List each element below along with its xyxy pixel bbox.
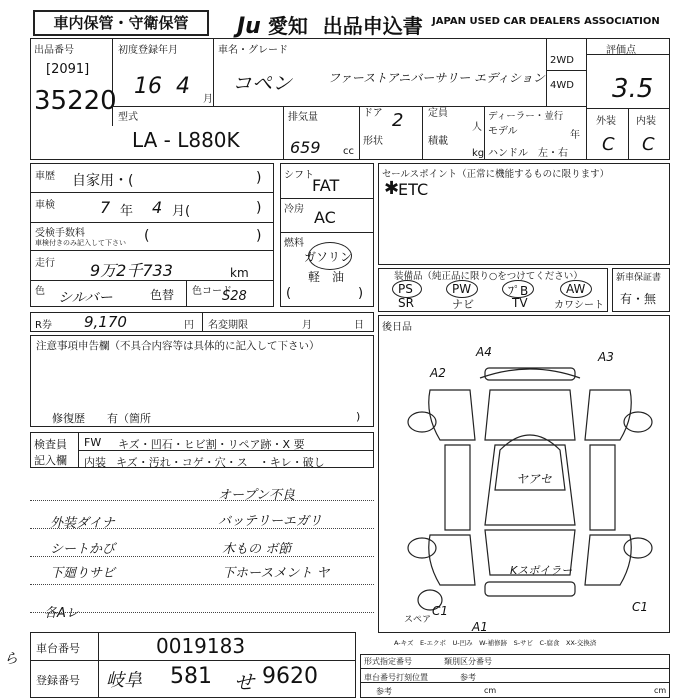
interior-score: C bbox=[642, 134, 655, 155]
ju-logo-mark: Ju bbox=[237, 14, 261, 39]
lot-sub-number: [2091] bbox=[46, 62, 90, 77]
mark-a4: A4 bbox=[476, 345, 492, 359]
mark-roof: ヤアセ bbox=[516, 472, 552, 486]
load-label: 積載 bbox=[428, 136, 448, 147]
capacity-label: 定員 bbox=[428, 108, 448, 119]
plate-class: 581 bbox=[170, 664, 212, 689]
equipment-ab: ﾌﾟB bbox=[508, 284, 529, 298]
equipment-pw: PW bbox=[452, 282, 472, 296]
first-registration-label: 初度登録年月 bbox=[118, 45, 178, 56]
receipt-close: ) bbox=[256, 228, 262, 244]
inspection-close: ) bbox=[256, 200, 262, 216]
association-name: JAPAN USED CAR DEALERS ASSOCIATION bbox=[432, 16, 660, 27]
repair-history-close: ) bbox=[356, 410, 361, 423]
color-label: 色 bbox=[35, 286, 45, 297]
inspection-year: 7 bbox=[100, 198, 111, 217]
form-title: 出品申込書 bbox=[322, 14, 423, 38]
mileage-value: 9万2千733 bbox=[90, 261, 173, 280]
note-seat: シートかび bbox=[50, 542, 116, 557]
fuel-label: 燃料 bbox=[284, 238, 304, 249]
mileage-label: 走行 bbox=[35, 258, 55, 269]
recycle-unit: 円 bbox=[184, 320, 194, 331]
warranty-label: 新車保証書 bbox=[616, 273, 662, 283]
chassis-number: 0019183 bbox=[156, 634, 246, 658]
title-change-month: 月 bbox=[302, 320, 312, 331]
interior-label: 内装 bbox=[636, 116, 656, 127]
mark-a1: A1 bbox=[472, 620, 488, 634]
car-name: コペン bbox=[232, 71, 292, 95]
plate-kana: せ bbox=[234, 670, 254, 694]
cooler-value: AC bbox=[314, 208, 336, 227]
lot-label: 出品番号 bbox=[34, 45, 74, 56]
color-code-value: S28 bbox=[222, 289, 247, 304]
equipment-ps-circle bbox=[392, 280, 422, 298]
registration-month: 4 bbox=[176, 74, 190, 99]
score-value: 3.5 bbox=[612, 74, 654, 104]
equipment-leather: カワシート bbox=[554, 300, 604, 311]
drive-4wd: 4WD bbox=[550, 80, 574, 91]
equipment-pw-circle bbox=[446, 280, 478, 298]
color-value: シルバー bbox=[58, 290, 113, 306]
mark-c1-left: C1 bbox=[432, 604, 449, 618]
handle-label: ハンドル 左・右 bbox=[488, 148, 568, 159]
mark-c1-right: C1 bbox=[632, 600, 649, 614]
color-change-label: 色替 bbox=[150, 288, 175, 302]
history-close: ) bbox=[256, 170, 262, 186]
equipment-navi: ナビ bbox=[452, 298, 474, 311]
model-label: 型式 bbox=[118, 112, 138, 123]
notes-label: 注意事項申告欄（不具合内容等は具体的に記入して下さい） bbox=[36, 340, 320, 352]
exterior-score: C bbox=[602, 134, 615, 155]
displacement-value: 659 bbox=[290, 138, 321, 157]
inspection-year-unit: 年 bbox=[120, 204, 134, 219]
footer-unit-cm: cm bbox=[484, 686, 497, 695]
damage-legend: A-キズ E-エクボ U-凹み W-補修跡 S-サビ C-腐食 XX-交換済 bbox=[394, 639, 597, 647]
score-label: 評価点 bbox=[606, 45, 636, 56]
title-change-label: 名変期限 bbox=[208, 320, 248, 331]
footer-unit-cm2: cm bbox=[654, 686, 667, 695]
chassis-label: 車台番号 bbox=[36, 642, 80, 655]
recycle-value: 9,170 bbox=[84, 313, 127, 331]
note-reinforcement: 下ホースメント ヤ bbox=[222, 566, 330, 581]
receipt-note: 車検付きのみ記入して下さい bbox=[35, 239, 126, 247]
doc-title: 車内保管・守衛保管 bbox=[33, 10, 209, 36]
registration-year: 16 bbox=[134, 74, 162, 99]
selling-points-value: ETC bbox=[398, 180, 429, 199]
warranty-value: 有・無 bbox=[620, 292, 657, 306]
model-year-label: モデル bbox=[488, 126, 518, 137]
receipt-open: ( bbox=[144, 228, 150, 244]
door-label: ドア bbox=[363, 108, 383, 119]
color-code-label: 色コード bbox=[192, 286, 232, 297]
repair-history-label: 修復歴 有（箇所 bbox=[52, 412, 151, 425]
inspector-interior-prefix: 内装 bbox=[84, 456, 106, 469]
gasoline-option: ガソリン bbox=[304, 250, 353, 264]
model-year-unit: 年 bbox=[570, 130, 580, 141]
inspection-month: 4 bbox=[152, 198, 163, 217]
top-info-frame bbox=[30, 38, 670, 160]
equipment-sr: SR bbox=[398, 296, 414, 310]
history-label: 車歴 bbox=[35, 171, 55, 182]
shift-label: シフト bbox=[284, 170, 314, 181]
title-change-day: 日 bbox=[354, 320, 364, 331]
mark-a2: A2 bbox=[430, 366, 446, 380]
footer-row3: 参考 bbox=[376, 687, 392, 696]
equipment-label: 装備品（純正品に限り○をつけてください） bbox=[394, 271, 583, 282]
logo-text: 愛知 bbox=[267, 14, 308, 38]
load-unit: kg bbox=[472, 148, 485, 159]
equipment-ab-circle bbox=[502, 280, 534, 298]
plate-label: 登録番号 bbox=[36, 674, 80, 687]
shape-label: 形状 bbox=[363, 136, 383, 147]
dealer-label: ディーラー・並行 bbox=[488, 111, 564, 122]
note-open-roof: オープン不良 bbox=[218, 488, 295, 503]
inspector-sub-label: 記入欄 bbox=[34, 454, 67, 467]
diesel-option: 軽 油 bbox=[308, 270, 345, 284]
inspector-row1: キズ・凹石・ヒビ割・リペア跡・X 要 bbox=[118, 438, 305, 451]
inspector-label: 検査員 bbox=[34, 438, 67, 451]
displacement-unit: cc bbox=[343, 146, 354, 157]
note-wood: 木もの ボ節 bbox=[222, 542, 292, 557]
drive-2wd: 2WD bbox=[550, 55, 574, 66]
equipment-aw-circle bbox=[560, 280, 592, 298]
note-each: 各Aレ bbox=[44, 606, 79, 621]
gasoline-circle bbox=[308, 242, 352, 270]
mileage-unit: km bbox=[230, 266, 249, 280]
cooler-label: 冷房 bbox=[284, 204, 304, 215]
door-value: 2 bbox=[392, 110, 404, 131]
mark-a3: A3 bbox=[598, 350, 614, 364]
margin-mark: ら bbox=[4, 651, 18, 667]
plate-region: 岐阜 bbox=[106, 670, 142, 691]
selling-points-label: セールスポイント（正常に機能するものに限ります） bbox=[382, 169, 610, 180]
note-exterior: 外装ダイナ bbox=[50, 516, 115, 531]
registration-month-unit: 月 bbox=[203, 94, 213, 105]
receipt-label: 受検手数料 bbox=[35, 228, 85, 239]
mark-spoiler: Kスポイラー bbox=[510, 564, 573, 577]
footer-row2: 車台番号打刻位置 参考 bbox=[364, 673, 476, 682]
displacement-label: 排気量 bbox=[288, 112, 318, 123]
note-battery: バッテリーエガリ bbox=[218, 514, 323, 529]
equipment-ps: PS bbox=[398, 282, 413, 296]
selling-point-mark: ✱ bbox=[384, 178, 400, 199]
latest-label: 後日品 bbox=[382, 322, 412, 333]
spare-label: スペア bbox=[404, 615, 432, 625]
shift-value: FAT bbox=[312, 176, 340, 195]
lot-number: 35220 bbox=[34, 86, 117, 116]
equipment-aw: AW bbox=[566, 282, 586, 296]
car-name-label: 車名・グレード bbox=[218, 45, 288, 56]
inspector-fw-prefix: FW bbox=[84, 436, 102, 449]
recycle-label: R券 bbox=[35, 320, 52, 331]
inspector-row2: キズ・汚れ・コゲ・穴・ス ・キレ・破し bbox=[116, 456, 325, 469]
fuel-open: ( bbox=[286, 286, 292, 301]
model-value: LA - L880K bbox=[132, 128, 240, 152]
capacity-unit: 人 bbox=[472, 122, 482, 133]
history-value: 自家用・( bbox=[72, 173, 134, 189]
plate-number: 9620 bbox=[262, 664, 318, 689]
car-grade: ファーストアニバーサリー エディション bbox=[328, 71, 545, 85]
note-underbody: 下廻りサビ bbox=[50, 566, 116, 581]
fuel-close: ) bbox=[358, 286, 364, 301]
inspection-month-unit: 月( bbox=[172, 204, 191, 219]
equipment-tv: TV bbox=[512, 296, 528, 310]
footer-row1: 形式指定番号 類別区分番号 bbox=[364, 657, 492, 666]
association-logo bbox=[237, 10, 423, 39]
inspection-label: 車検 bbox=[35, 200, 55, 211]
exterior-label: 外装 bbox=[596, 116, 616, 127]
